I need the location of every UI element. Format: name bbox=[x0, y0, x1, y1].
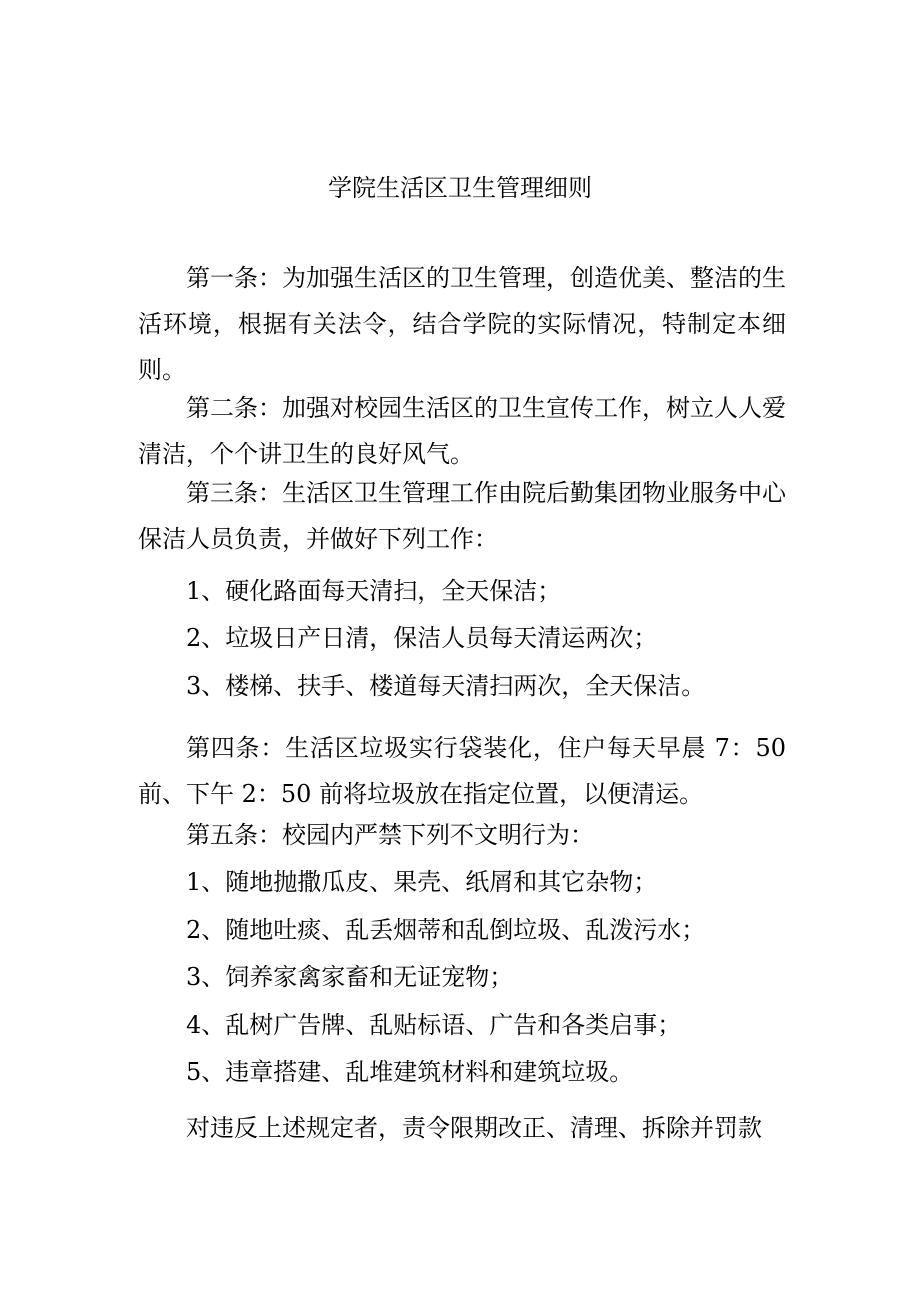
article-5-item-3: 3、饲养家禽家畜和无证宠物； bbox=[186, 963, 514, 991]
article-1: 第一条：为加强生活区的卫生管理，创造优美、整洁的生活环境，根据有关法令，结合学院的实际情况，特制定本细则。 bbox=[138, 264, 786, 384]
article-2: 第二条：加强对校园生活区的卫生宣传工作，树立人人爱清洁，个个讲卫生的良好风气。 bbox=[138, 394, 786, 468]
article-5-item-4: 4、乱树广告牌、乱贴标语、广告和各类启事； bbox=[186, 1011, 682, 1039]
article-5: 第五条：校园内严禁下列不文明行为： bbox=[186, 821, 594, 849]
article-3-item-3: 3、楼梯、扶手、楼道每天清扫两次，全天保洁。 bbox=[186, 672, 706, 700]
article-4: 第四条：生活区垃圾实行袋装化，住户每天早晨 7：50 前、下午 2：50 前将垃圾放在指定位置，以便清运。 bbox=[138, 734, 786, 808]
closing-paragraph: 对违反上述规定者，责令限期改正、清理、拆除并罚款 bbox=[186, 1114, 762, 1142]
document-title: 学院生活区卫生管理细则 bbox=[328, 174, 592, 202]
article-5-item-5: 5、违章搭建、乱堆建筑材料和建筑垃圾。 bbox=[186, 1058, 634, 1086]
article-5-item-1: 1、随地抛撒瓜皮、果壳、纸屑和其它杂物； bbox=[186, 868, 658, 896]
article-3-item-2: 2、垃圾日产日清，保洁人员每天清运两次； bbox=[186, 624, 658, 652]
article-5-item-2: 2、随地吐痰、乱丢烟蒂和乱倒垃圾、乱泼污水； bbox=[186, 916, 706, 944]
article-3-item-1: 1、硬化路面每天清扫，全天保洁； bbox=[186, 577, 562, 605]
article-3: 第三条：生活区卫生管理工作由院后勤集团物业服务中心保洁人员负责，并做好下列工作： bbox=[138, 479, 786, 553]
